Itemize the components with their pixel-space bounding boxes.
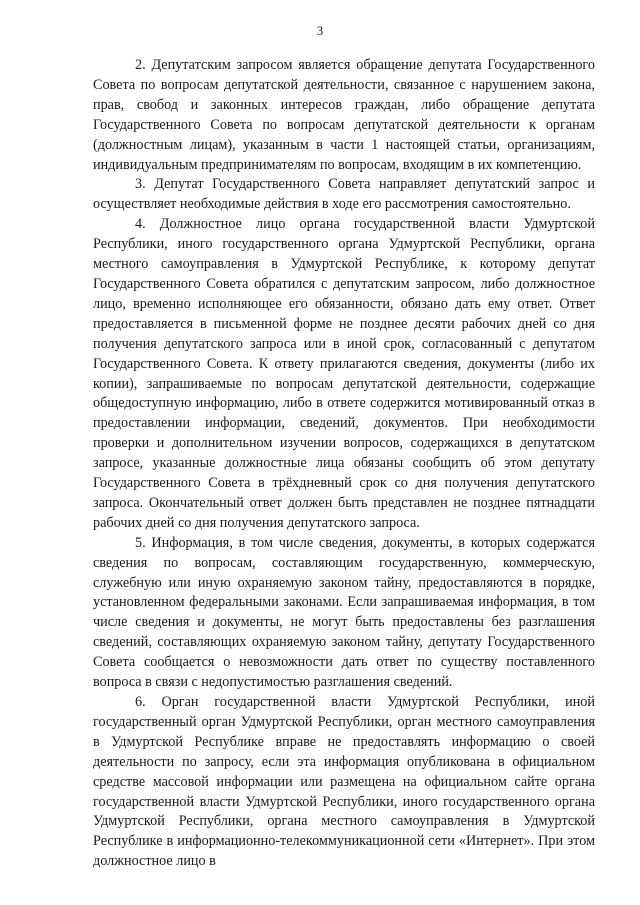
paragraph-clause-5: 5. Информация, в том числе сведения, документы, в которых содержатся сведения по вопросам, составляющим государственную, коммерческую, служебную или иную охраняемую законом тайну, предоставляются в порядке, установленном федеральными законами. Если запрашиваемая информация, в том числе сведения и документы, не могут быть предоставлены без разглашения сведений, составляющих охраняемую законом тайну, депутату Государственного Совета сообщается о невозможности дать ответ по существу поставленного вопроса в связи с недопустимостью разглашения сведений. (93, 534, 595, 691)
paragraph-clause-3: 3. Депутат Государственного Совета направляет депутатский запрос и осуществляет необходимые действия в ходе его рассмотрения самостоятельно. (93, 176, 595, 213)
paragraph-clause-4: 4. Должностное лицо органа государственной власти Удмуртской Республики, иного государственного органа Удмуртской Республики, органа местного самоуправления в Удмуртской Республике, к которому депутат Государственного Совета обратился с депутатским запросом, либо должностное лицо, временно исполняющее его обязанности, обязано дать ему ответ. Ответ предоставляется в письменной форме не позднее десяти рабочих дней со дня получения депутатского запроса или в иной срок, согласованный с депутатом Государственного Совета. К ответу прилагаются сведения, документы (либо их копии), запрашиваемые по вопросам депутатской деятельности, содержащие общедоступную информацию, либо в ответе содержится мотивированный отказ в предоставлении информации, сведений, документов. При необходимости проверки и дополнительном изучении вопросов, содержащихся в депутатском запросе, указанные должностные лица обязаны сообщить об этом депутату Государственного Совета в трёхдневный срок со дня получения депутатского запроса. Окончательный ответ должен быть представлен не позднее пятнадцати рабочих дней со дня получения депутатского запроса. (93, 216, 595, 531)
page-number: 3 (316, 23, 324, 38)
document-body (93, 56, 595, 872)
paragraph-clause-2: 2. Депутатским запросом является обращение депутата Государственного Совета по вопросам депутатской деятельности, связанное с нарушением закона, прав, свобод и законных интересов граждан, либо обращение депутата Государственного Совета по вопросам депутатской деятельности к органам (должностным лицам), указанным в части 1 настоящей статьи, организациям, индивидуальным предпринимателям по вопросам, входящим в их компетенцию. (93, 57, 595, 173)
paragraph-clause-6: 6. Орган государственной власти Удмуртской Республики, иной государственный орган Удмуртской Республики, орган местного самоуправления в Удмуртской Республике вправе не предоставлять информацию о своей деятельности по запросу, если эта информация опубликована в официальном средстве массовой информации или размещена на официальном сайте органа государственной власти Удмуртской Республики, иного государственного органа Удмуртской Республики, органа местного самоуправления в Удмуртской Республике в информационно-телекоммуникационной сети «Интернет». При этом должностное лицо в (93, 694, 595, 870)
